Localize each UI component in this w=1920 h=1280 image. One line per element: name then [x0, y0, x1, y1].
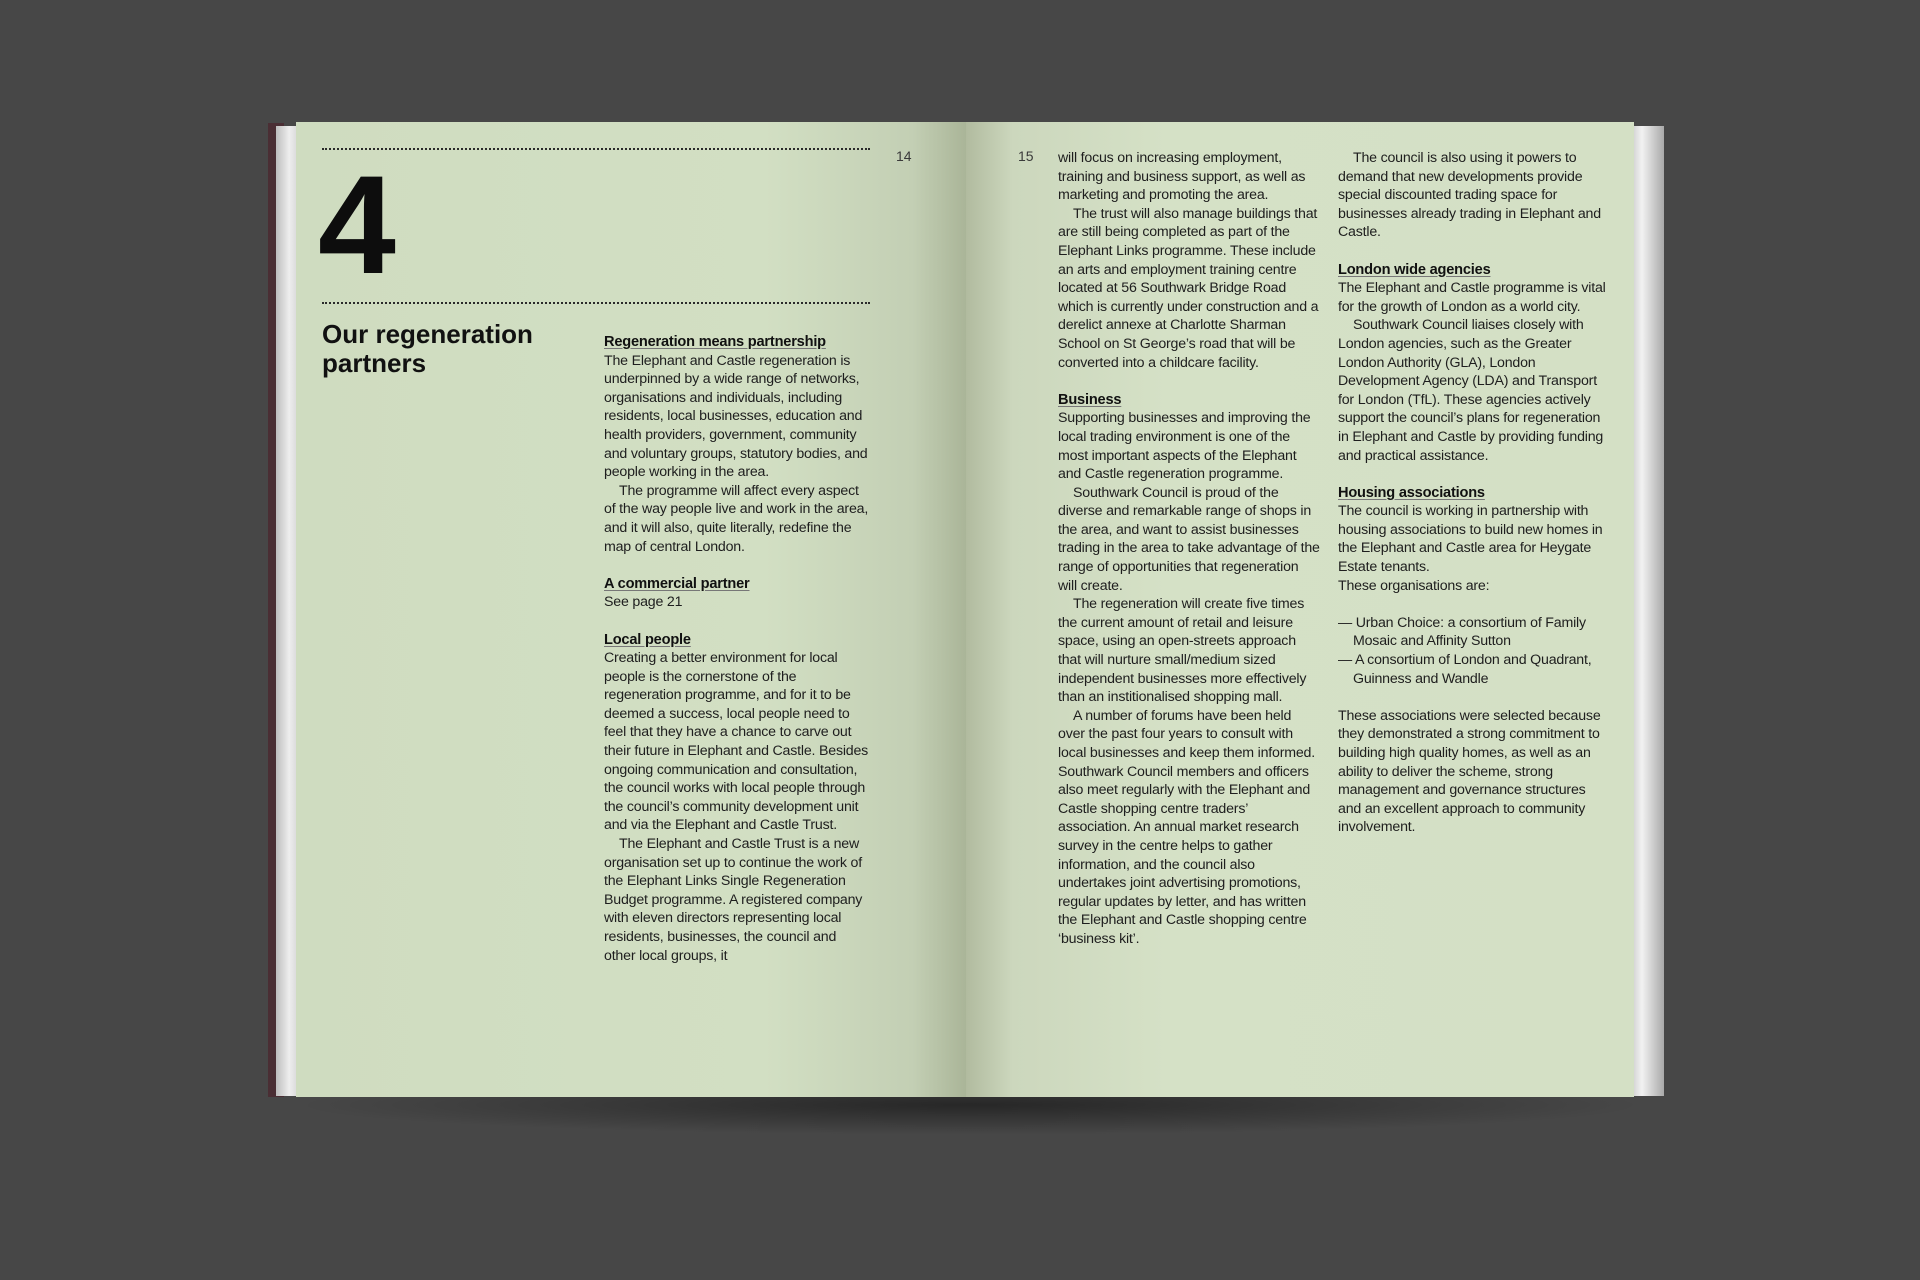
list-item: — A consortium of London and Quadrant, Guinness and Wandle: [1338, 651, 1610, 688]
page-stack-left: [276, 126, 298, 1096]
paragraph: The Elephant and Castle regeneration is underpinned by a wide range of networks, organisations and individuals, including residents, local businesses, education and health providers, government, community and voluntary groups, statutory bodies, and people working in the area.: [604, 352, 868, 481]
chapter-rule: [322, 302, 870, 304]
left-text-column: [604, 333, 869, 965]
paragraph: See page 21: [604, 594, 683, 611]
page-number-left: 14: [896, 148, 912, 164]
paragraph: These organisations are:: [1338, 577, 1490, 594]
heading-commercial-partner: A commercial partner: [604, 575, 750, 592]
heading-housing-associations: Housing associations: [1338, 484, 1485, 501]
paragraph: will focus on increasing employment, training and business support, as well as marketing and promoting the area.: [1058, 150, 1306, 204]
paragraph: These associations were selected because they demonstrated a strong commitment to building high quality homes, as well as an ability to deliver the scheme, strong management and governance structures and an excellent approach to community involvement.: [1338, 707, 1601, 836]
right-text-column-1: [1058, 149, 1320, 949]
paragraph: The Elephant and Castle programme is vital for the growth of London as a world city.: [1338, 280, 1606, 315]
paragraph: The council is working in partnership with housing associations to build new homes in the Elephant and Castle area for Heygate Estate tenants.: [1338, 503, 1603, 576]
paragraph: Creating a better environment for local people is the cornerstone of the regeneration programme, and for it to be deemed a success, local people need to feel that they have a chance to carve out their future in Elephant and Castle. Besides ongoing communication and consultation, the council works with local people through the council’s community development unit and via the Elephant and Castle Trust.: [604, 650, 869, 834]
paragraph: The programme will affect every aspect of the way people live and work in the area, and it will also, quite literally, redefine the map of central London.: [604, 482, 869, 555]
heading-london-wide-agencies: London wide agencies: [1338, 261, 1491, 278]
page-number-right: 15: [1018, 148, 1034, 164]
chapter-number: 4: [318, 146, 394, 303]
top-rule: [322, 148, 870, 150]
page-title: Our regeneration partners: [322, 319, 533, 378]
paragraph: The trust will also manage buildings that are still being completed as part of the Elephant Links programme. These include an arts and employment training centre located at 56 Southwark Bridge Road which is currently under construction and a derelict annexe at Charlotte Sharman School on St George’s road that will be converted into a childcare facility.: [1058, 205, 1319, 371]
paragraph: The Elephant and Castle Trust is a new organisation set up to continue the work of the Elephant Links Single Regeneration Budget programme. A registered company with eleven directors representing local residents, businesses, the council and other local groups, it: [604, 836, 863, 964]
paragraph: The council is also using it powers to demand that new developments provide special discounted trading space for businesses already trading in Elephant and Castle.: [1338, 150, 1601, 241]
paragraph: Southwark Council is proud of the diverse and remarkable range of shops in the area, and want to assist businesses trading in the area to take advantage of the range of opportunities that regeneration will create.: [1058, 484, 1320, 594]
organisations-list: [1338, 614, 1610, 688]
right-text-column-2: [1338, 149, 1610, 837]
page-stack-right: [1630, 126, 1664, 1096]
heading-partnership: Regeneration means partnership: [604, 334, 826, 350]
paragraph: The regeneration will create five times the current amount of retail and leisure space, using an open-streets approach that will nurture small/medium sized independent businesses more effectively than an institionalised shopping mall.: [1058, 596, 1307, 706]
heading-business: Business: [1058, 391, 1122, 408]
paragraph: A number of forums have been held over the past four years to consult with local businesses and keep them informed. Southwark Council members and officers also meet regularly with the Elephant and Castle shopping centre traders’ association. An annual market research survey in the centre helps to gather information, and the council also undertakes joint advertising promotions, regular updates by letter, and has written the Elephant and Castle shopping centre ‘business kit’.: [1058, 707, 1315, 947]
paragraph: Supporting businesses and improving the local trading environment is one of the most important aspects of the Elephant and Castle regeneration programme.: [1058, 410, 1311, 483]
paragraph: Southwark Council liaises closely with London agencies, such as the Greater London Authority (GLA), London Development Agency (LDA) and Transport for London (TfL). These agencies actively support the council’s plans for regeneration in Elephant and Castle by providing funding and practical assistance.: [1338, 317, 1604, 464]
heading-local-people: Local people: [604, 631, 691, 648]
list-item: — Urban Choice: a consortium of Family Mosaic and Affinity Sutton: [1338, 614, 1610, 651]
